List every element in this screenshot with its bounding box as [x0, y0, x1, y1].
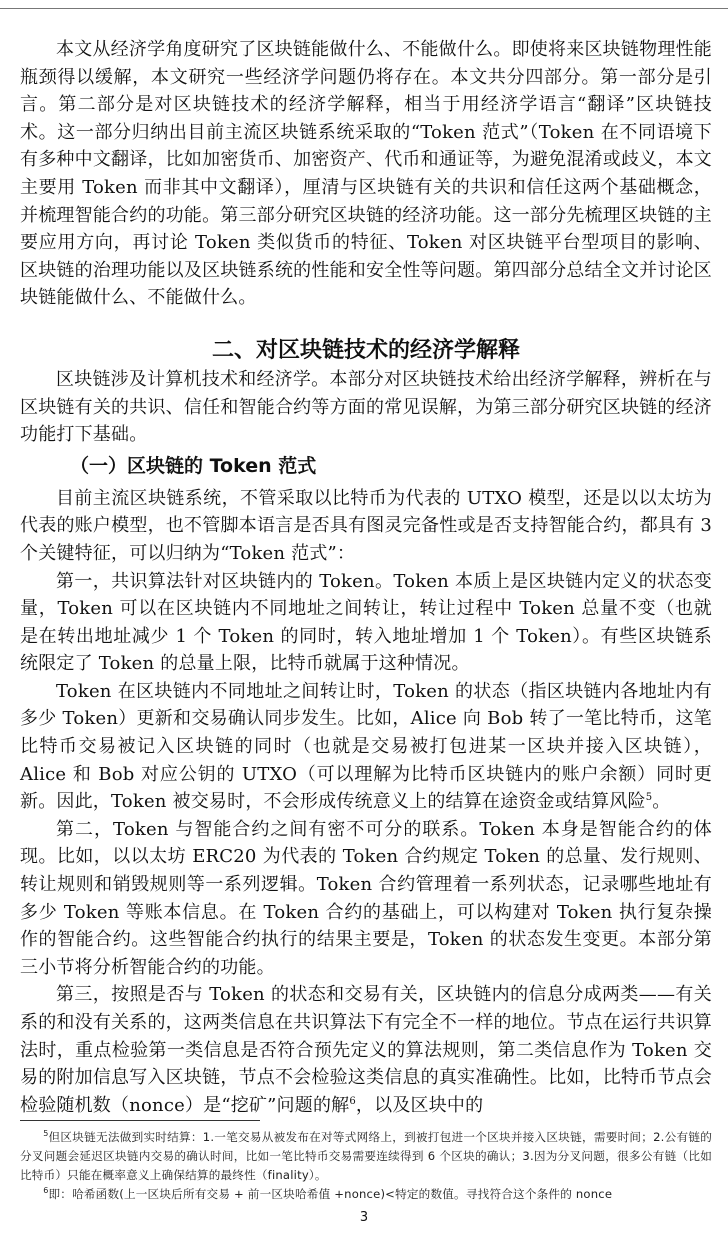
footnote-6-text: 即：哈希函数(上一区块后所有交易 + 前一区块哈希值 +nonce)<特定的数值。寻找符合这个条件的 nonce [48, 1187, 613, 1201]
features-paragraph: 目前主流区块链系统，不管采取以比特币为代表的 UTXO 模型，还是以以太坊为代表的账户模型，也不管脚本语言是否具有图灵完备性或是否支持智能合约，都具有 3 个关键特征，可以归纳为“Token 范式”： [20, 487, 712, 564]
first-feature-paragraph: 第一，共识算法针对区块链内的 Token。Token 本质上是区块链内定义的状态变量，Token 可以在区块链内不同地址之间转让，转让过程中 Token 总量不变（也就是在转出地址减少 1 个 Token 的同时，转入地址增加 1 个 Token）。有些区块链系统限定了 Token 的总量上限，比特币就属于这种情况。 [20, 570, 712, 675]
page-body [20, 36, 712, 1119]
transfer-paragraph: Token 在区块链内不同地址之间转让时，Token 的状态（指区块链内各地址内有多少 Token）更新和交易确认同步发生。比如，Alice 向 Bob 转了一笔比特币，这笔比特币交易被记入区块链的同时（也就是交易被打包进某一区块并接入区块链），Alice 和 Bob 对应公钥的 UTXO（可以理解为比特币区块链内的账户余额）同时更新。因此，Token 被交易时，不会形成传统意义上的结算在途资金或结算风险$^5$。 [20, 680, 712, 813]
footnotes [20, 1128, 712, 1204]
third-feature-text: 第三，按照是否与 Token 的状态和交易有关，区块链内的信息分成两类——有关系的和没有关系的，这两类信息在共识算法下有完全不一样的地位。节点在运行共识算法时，重点检验第一类信息是否符合预先定义的算法规则，第二类信息作为 Token 交易的附加信息写入区块链，节点不会检验这类信息的真实准确性。比如，比特币节点会检验随机数（nonce）是“挖矿”问题的解 [20, 984, 712, 1116]
third-feature-paragraph [20, 981, 712, 1119]
footnote-5-text: 但区块链无法做到实时结算：1.一笔交易从被发布在对等式网络上，到被打包进一个区块并接入区块链，需要时间；2.公有链的分叉问题会延迟区块链内交易的确认时间，比如一笔比特币交易需要连续得到 6 个区块的确认；3.因为分叉问题，很多公有链（比如比特币）只能在概率意义上确保结算的最终性（finality）。 [20, 1130, 712, 1182]
footnote-5-number: 5 [43, 1129, 49, 1139]
section-intro-paragraph: 区块链涉及计算机技术和经济学。本部分对区块链技术给出经济学解释，辨析在与区块链有关的共识、信任和智能合约等方面的常见误解，为第三部分研究区块链的经济功能打下基础。 [20, 368, 712, 446]
footnote-ref-5[interactable]: 5 [645, 792, 653, 804]
subsection-title: （一）区块链的 Token 范式 [70, 454, 317, 477]
footnote-5 [20, 1128, 712, 1185]
intro-paragraph: 本文从经济学角度研究了区块链能做什么、不能做什么。即使将来区块链物理性能瓶颈得以缓解，本文研究一些经济学问题仍将存在。本文共分四部分。第一部分是引言。第二部分是对区块链技术的经济学解释，相当于用经济学语言“翻译”区块链技术。这一部分归纳出目前主流区块链系统采取的“Token 范式”（Token 在不同语境下有多种中文翻译，比如加密货币、加密资产、代币和通证等，为避免混淆或歧义，本文主要用 Token 而非其中文翻译），厘清与区块链有关的共识和信任这两个基础概念，并梳理智能合约的功能。第三部分研究区块链的经济功能。这一部分先梳理区块链的主要应用方向，再讨论 Token 类似货币的特征、Token 对区块链平台型项目的影响、区块链的治理功能以及区块链系统的性能和安全性等问题。第四部分总结全文并讨论区块链能做什么、不能做什么。 [20, 39, 712, 309]
third-feature-text-cont: ，以及区块中的 [355, 1094, 484, 1116]
second-feature-paragraph: 第二，Token 与智能合约之间有密不可分的联系。Token 本身是智能合约的体现。比如，以以太坊 ERC20 为代表的 Token 合约规定 Token 的总量、发行规则、转让规则和销毁规则等一系列逻辑。Token 合约管理着一系列状态，记录哪些地址有多少 Token 等账本信息。在 Token 合约的基础上，可以构建对 Token 执行复杂操作的智能合约。这些智能合约执行的结果主要是，Token 的状态发生变更。本部分第三小节将分析智能合约的功能。 [20, 818, 712, 978]
footnote-6 [20, 1185, 712, 1204]
transfer-paragraph-text: Token 在区块链内不同地址之间转让时，Token 的状态（指区块链内各地址内有多少 Token）更新和交易确认同步发生。比如，Alice 向 Bob 转了一笔比特币，这笔比特币交易被记入区块链的同时（也就是交易被打包进某一区块并接入区块链），Alice 和 Bob 对应公钥的 UTXO（可以理解为比特币区块链内的账户余额）同时更新。因此，Token 被交易时，不会形成传统意义上的结算在途资金或结算风险 [20, 680, 712, 813]
section-title: 二、对区块链技术的经济学解释 [211, 337, 520, 363]
footnote-rule [20, 1120, 260, 1121]
page-number: 3 [359, 1210, 369, 1225]
header-rule [0, 8, 728, 9]
footnote-ref-6[interactable]: 6 [349, 1095, 356, 1107]
footnote-6-number: 6 [43, 1186, 49, 1196]
